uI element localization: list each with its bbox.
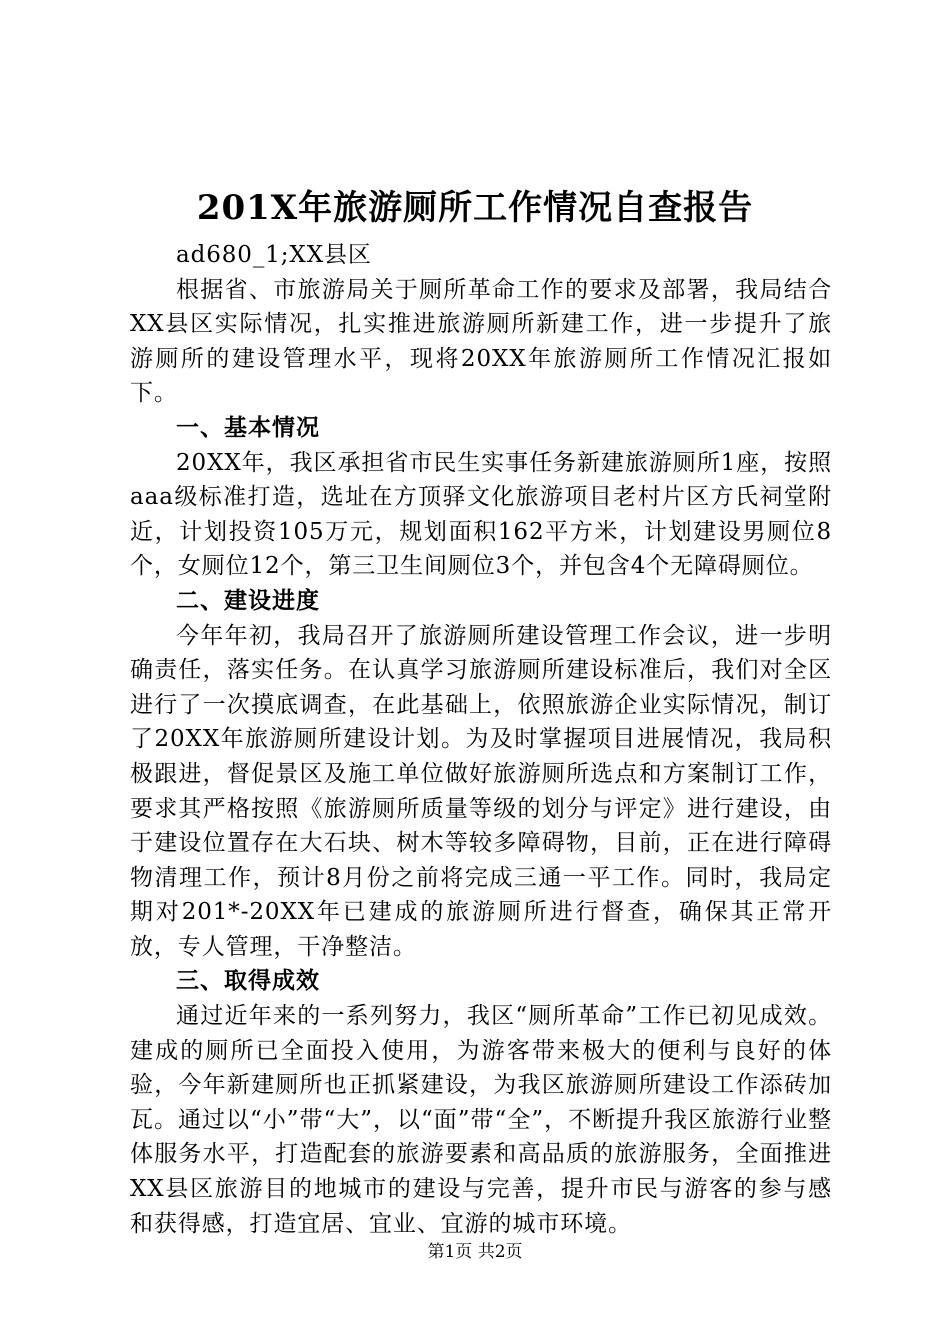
- section-heading-progress: 二、建设进度: [176, 586, 320, 614]
- section-heading-results: 三、取得成效: [176, 967, 320, 995]
- section-text-results: 通过近年来的一系列努力，我区“厕所革命”工作已初见成效。建成的厕所已全面投入使用，为游客带来极大的便利与良好的体验，今年新建厕所也正抓紧建设，为我区旅游厕所建设工作添砖加瓦。通过以“小”带“大”，以“面”带“全”，不断提升我区旅游行业整体服务水平，打造配套的旅游要素和高品质的旅游服务，全面推进XX县区旅游目的地城市的建设与完善，提升市民与游客的参与感和获得感，打造宜居、宜业、宜游的城市环境。: [130, 1003, 832, 1237]
- section-text-basic: 20XX年，我区承担省市民生实事任务新建旅游厕所1座，按照aaa级标准打造，选址在方顶驿文化旅游项目老村片区方氏祠堂附近，计划投资105万元，规划面积162平方米，计划建设男厕位8个，女厕位12个，第三卫生间厕位3个，并包含4个无障碍厕位。: [130, 449, 832, 580]
- intro-paragraph: 根据省、市旅游局关于厕所革命工作的要求及部署，我局结合XX县区实际情况，扎实推进旅游厕所新建工作，进一步提升了旅游厕所的建设管理水平，现将20XX年旅游厕所工作情况汇报如下。: [130, 276, 832, 407]
- addressee-line: ad680_1;XX县区: [176, 242, 372, 268]
- page-footer: 第1页 共2页: [427, 1242, 523, 1262]
- document-body: [130, 238, 832, 1241]
- section-heading-basic: 一、基本情况: [176, 413, 320, 441]
- document-title: 201X年旅游厕所工作情况自查报告: [196, 188, 754, 228]
- section-text-progress: 今年年初，我局召开了旅游厕所建设管理工作会议，进一步明确责任，落实任务。在认真学习旅游厕所建设标准后，我们对全区进行了一次摸底调查，在此基础上，依照旅游企业实际情况，制订了20XX年旅游厕所建设计划。为及时掌握项目进展情况，我局积极跟进，督促景区及施工单位做好旅游厕所选点和方案制订工作，要求其严格按照《旅游厕所质量等级的划分与评定》进行建设，由于建设位置存在大石块、树木等较多障碍物，目前，正在进行障碍物清理工作，预计8月份之前将完成三通一平工作。同时，我局定期对201*-20XX年已建成的旅游厕所进行督查，确保其正常开放，专人管理，干净整洁。: [130, 622, 832, 960]
